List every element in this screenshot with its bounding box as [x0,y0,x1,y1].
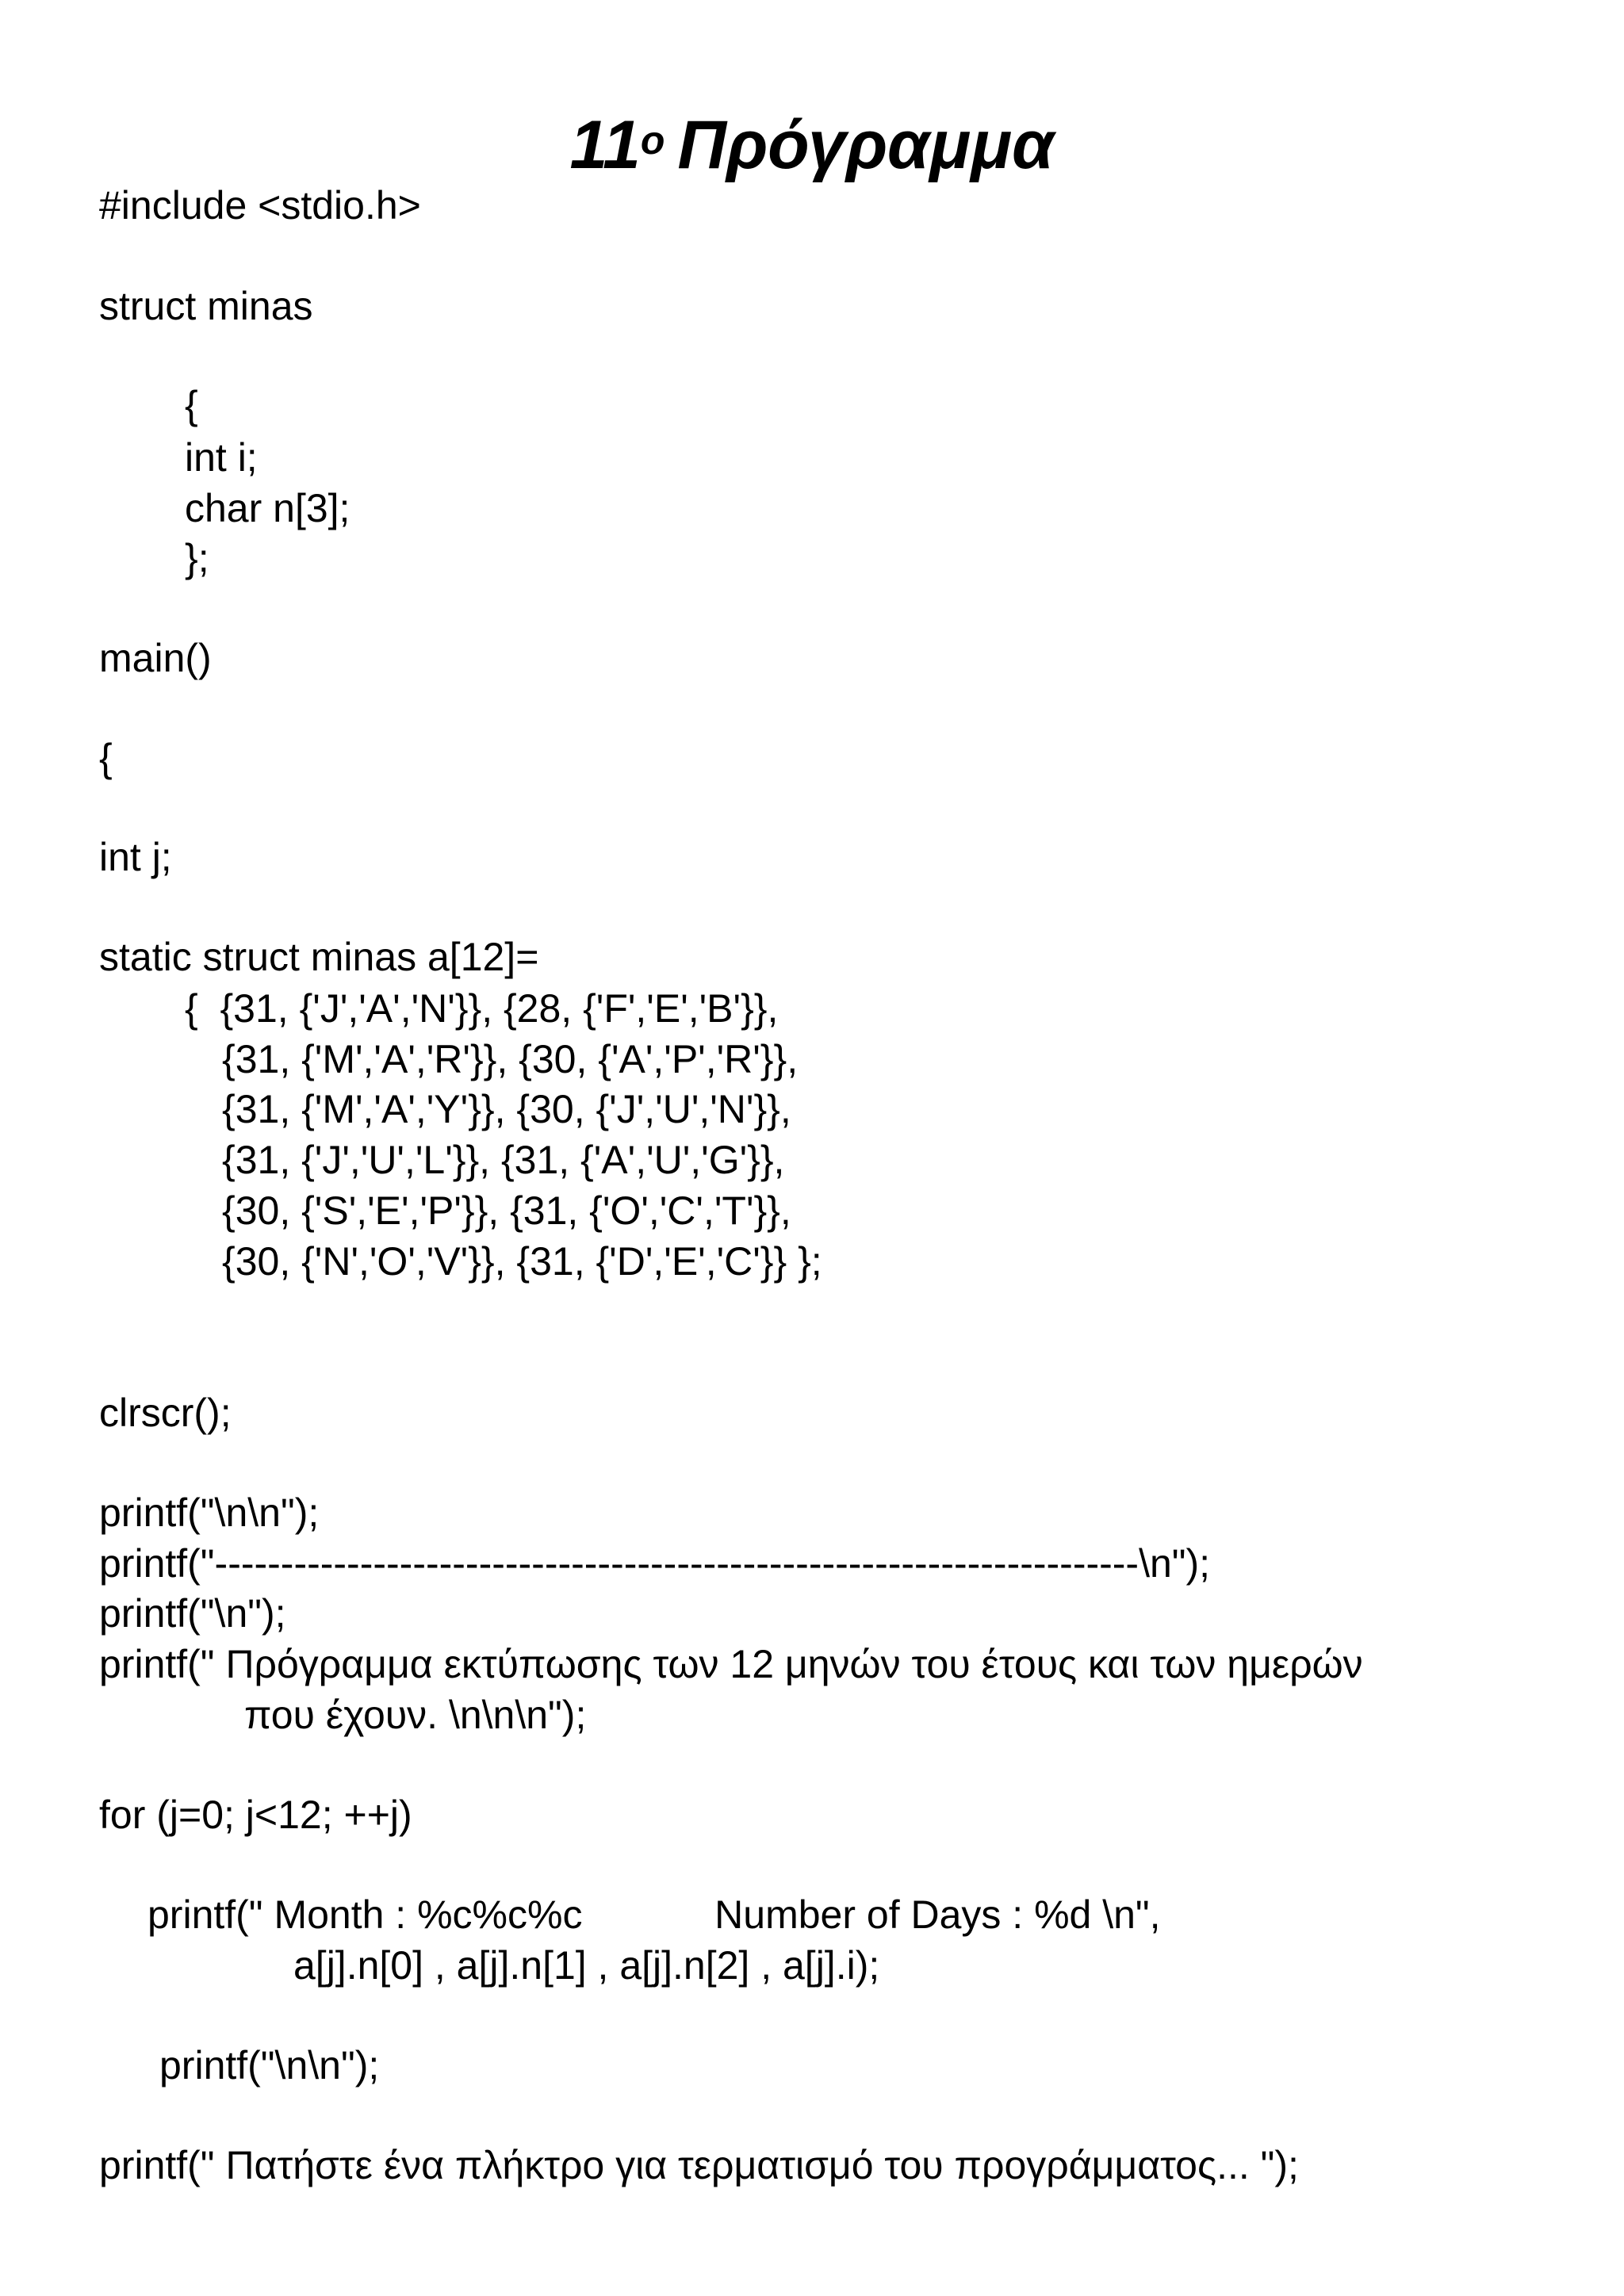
code-line-for-loop: for (j=0; j<12; ++j) [99,1793,412,1837]
code-line-printf-newline: printf("\n"); [99,1591,286,1636]
code-line-printf-press-key: printf(" Πατήστε ένα πλήκτρο για τερματισμό του προγράμματος... "); [99,2143,1299,2187]
code-line-int-j: int j; [99,835,172,879]
code-line-array-row-6: {30, {'N','O','V'}}, {31, {'D','E','C'}} }; [222,1239,822,1284]
code-line-array-row-1: { {31, {'J','A','N'}}, {28, {'F','E','B'}}, [185,986,779,1031]
code-line-include: #include <stdio.h> [99,183,421,228]
code-line-array-row-5: {30, {'S','E','P'}}, {31, {'O','C','T'}}, [222,1188,791,1233]
code-line-main-open: { [99,736,113,780]
code-line-static-struct: static struct minas a[12]= [99,935,539,979]
code-line-clrscr: clrscr(); [99,1391,232,1435]
code-line-printf-dashes: printf("----------------------------------------------------------------------\n"); [99,1541,1211,1586]
code-line-struct: struct minas [99,284,313,328]
title-text: Πρόγραμμα [677,107,1055,183]
title-superscript: ο [640,118,665,163]
code-line-struct-close: }; [185,536,209,580]
code-line-struct-open: { [185,383,198,427]
code-line-printf-month: printf(" Month : %c%c%c Number of Days : %d \n", [147,1892,1161,1937]
title-number: 11 [569,107,641,183]
code-line-int-i: int i; [185,435,258,480]
code-line-printf-description-cont: που έχουν. \n\n\n"); [244,1693,587,1737]
code-line-char-n: char n[3]; [185,486,350,530]
code-line-printf-month-args: a[j].n[0] , a[j].n[1] , a[j].n[2] , a[j].i); [293,1943,880,1988]
code-line-printf-newlines: printf("\n\n"); [99,1490,320,1535]
code-line-main: main() [99,636,212,680]
code-line-array-row-2: {31, {'M','A','R'}}, {30, {'A','P','R'}}, [222,1037,799,1081]
code-line-printf-final-newlines: printf("\n\n"); [159,2043,380,2087]
code-line-array-row-3: {31, {'M','A','Y'}}, {30, {'J','U','N'}}, [222,1087,791,1131]
code-line-array-row-4: {31, {'J','U','L'}}, {31, {'A','U','G'}}, [222,1138,785,1182]
code-line-printf-description: printf(" Πρόγραμμα εκτύπωσης των 12 μηνών του έτους και των ημερών [99,1642,1363,1686]
